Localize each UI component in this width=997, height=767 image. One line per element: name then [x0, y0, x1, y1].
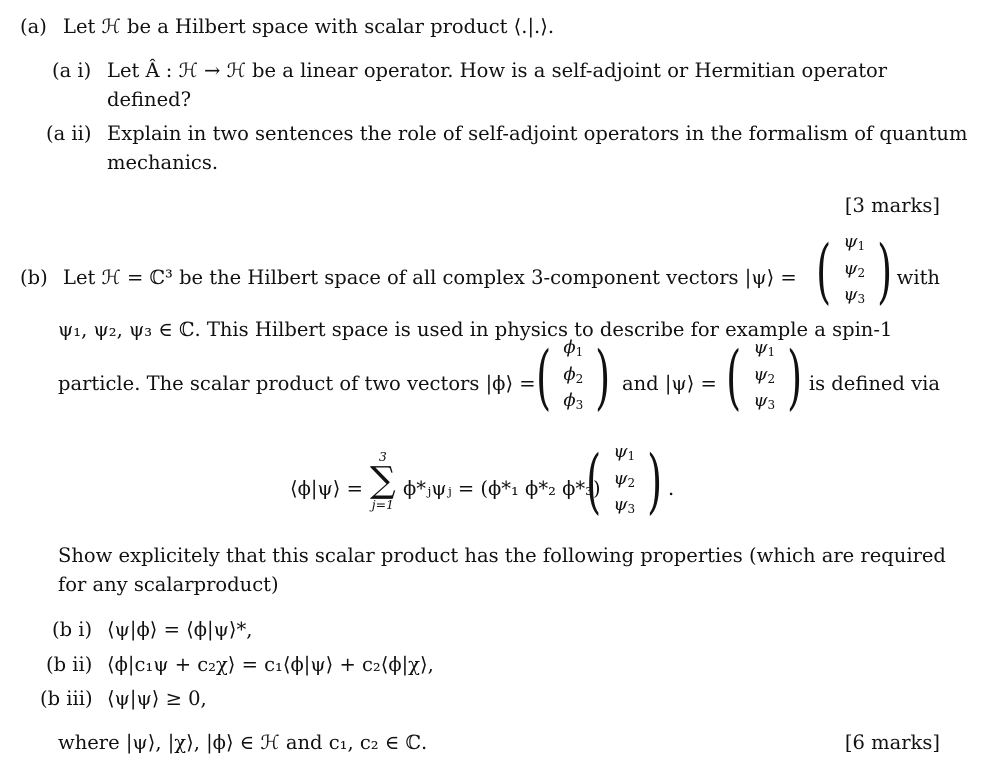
psi-3: $\psi_3$ — [843, 284, 866, 307]
equation-psi-vector — [580, 440, 668, 522]
question-a-ii-line1: Explain in two sentences the role of self-adjoint operators in the formalism of quantum — [107, 122, 968, 145]
question-b-iii-text: ⟨ψ|ψ⟩ ≥ 0, — [107, 687, 207, 710]
question-a-ii-line2: mechanics. — [107, 151, 219, 174]
psi-1: $\psi_1$ — [843, 231, 866, 254]
equation-term: ϕ*ⱼψⱼ = (ϕ*₁ ϕ*₂ ϕ*₃) — [403, 477, 601, 500]
left-paren: ( — [816, 230, 832, 312]
question-b-iii-label: (b iii) — [40, 687, 93, 710]
show-line2: for any scalarproduct) — [58, 573, 279, 596]
question-b-ii-text: ⟨ϕ|c₁ψ + c₂χ⟩ = c₁⟨ϕ|ψ⟩ + c₂⟨ϕ|χ⟩, — [107, 653, 434, 676]
psi-3: $\psi_3$ — [613, 494, 636, 517]
part-b-line3-pre: particle. The scalar product of two vectors |ϕ⟩ = — [58, 372, 536, 395]
part-b-label: (b) — [20, 266, 48, 289]
right-paren: ) — [787, 336, 803, 418]
question-b-ii-label: (b ii) — [46, 653, 93, 676]
question-b-i-text: ⟨ψ|ϕ⟩ = ⟨ϕ|ψ⟩*, — [107, 618, 253, 641]
phi-3: $\phi_3$ — [563, 390, 584, 413]
equation-period: . — [668, 477, 675, 500]
part-b-marks: [6 marks] — [844, 731, 940, 754]
part-a-intro: Let ℋ be a Hilbert space with scalar product ⟨.|.⟩. — [63, 15, 555, 38]
sum-upper-limit: 3 — [378, 449, 387, 464]
psi-2: $\psi_2$ — [843, 257, 866, 280]
right-paren: ) — [647, 440, 663, 522]
summation-sign: 3 ∑ j=1 — [370, 449, 396, 512]
left-paren: ( — [726, 336, 742, 418]
part-b-line2: ψ₁, ψ₂, ψ₃ ∈ ℂ. This Hilbert space is used in physics to describe for example a spin-1 — [58, 318, 893, 341]
part-a-label: (a) — [20, 15, 47, 38]
part-b-line1-text: Let ℋ = ℂ³ be the Hilbert space of all complex 3-component vectors |ψ⟩ = — [63, 266, 797, 289]
where-clause: where |ψ⟩, |χ⟩, |ϕ⟩ ∈ ℋ and c₁, c₂ ∈ ℂ. — [58, 731, 428, 754]
question-a-i-line2: defined? — [107, 88, 192, 111]
psi-2: $\psi_2$ — [613, 467, 636, 490]
psi-column-vector-2 — [720, 336, 808, 418]
phi-2: $\phi_2$ — [563, 363, 584, 386]
equation-lhs: ⟨ϕ|ψ⟩ = — [290, 477, 363, 500]
right-paren: ) — [595, 336, 611, 418]
question-a-i-line1: Let Â : ℋ → ℋ be a linear operator. How is a self-adjoint or Hermitian operator — [107, 59, 888, 82]
left-paren: ( — [536, 336, 552, 418]
phi-column-vector — [530, 336, 617, 418]
part-a-marks: [3 marks] — [844, 194, 940, 217]
phi-1: $\phi_1$ — [563, 337, 584, 360]
sum-lower-limit: j=1 — [371, 497, 394, 512]
part-b-line3-mid: and |ψ⟩ = — [622, 372, 717, 395]
psi-3: $\psi_3$ — [753, 390, 776, 413]
psi-2: $\psi_2$ — [753, 363, 776, 386]
question-a-ii-label: (a ii) — [46, 122, 92, 145]
show-line1: Show explicitely that this scalar product has the following properties (which are required — [58, 544, 946, 567]
question-b-i-label: (b i) — [52, 618, 93, 641]
part-b-line1-with: with — [896, 266, 940, 289]
right-paren: ) — [877, 230, 893, 312]
psi-1: $\psi_1$ — [613, 441, 636, 464]
part-b-line3-post: is defined via — [808, 372, 940, 395]
left-paren: ( — [586, 440, 602, 522]
psi-column-vector — [810, 230, 898, 312]
psi-1: $\psi_1$ — [753, 337, 776, 360]
question-a-i-label: (a i) — [52, 59, 92, 82]
